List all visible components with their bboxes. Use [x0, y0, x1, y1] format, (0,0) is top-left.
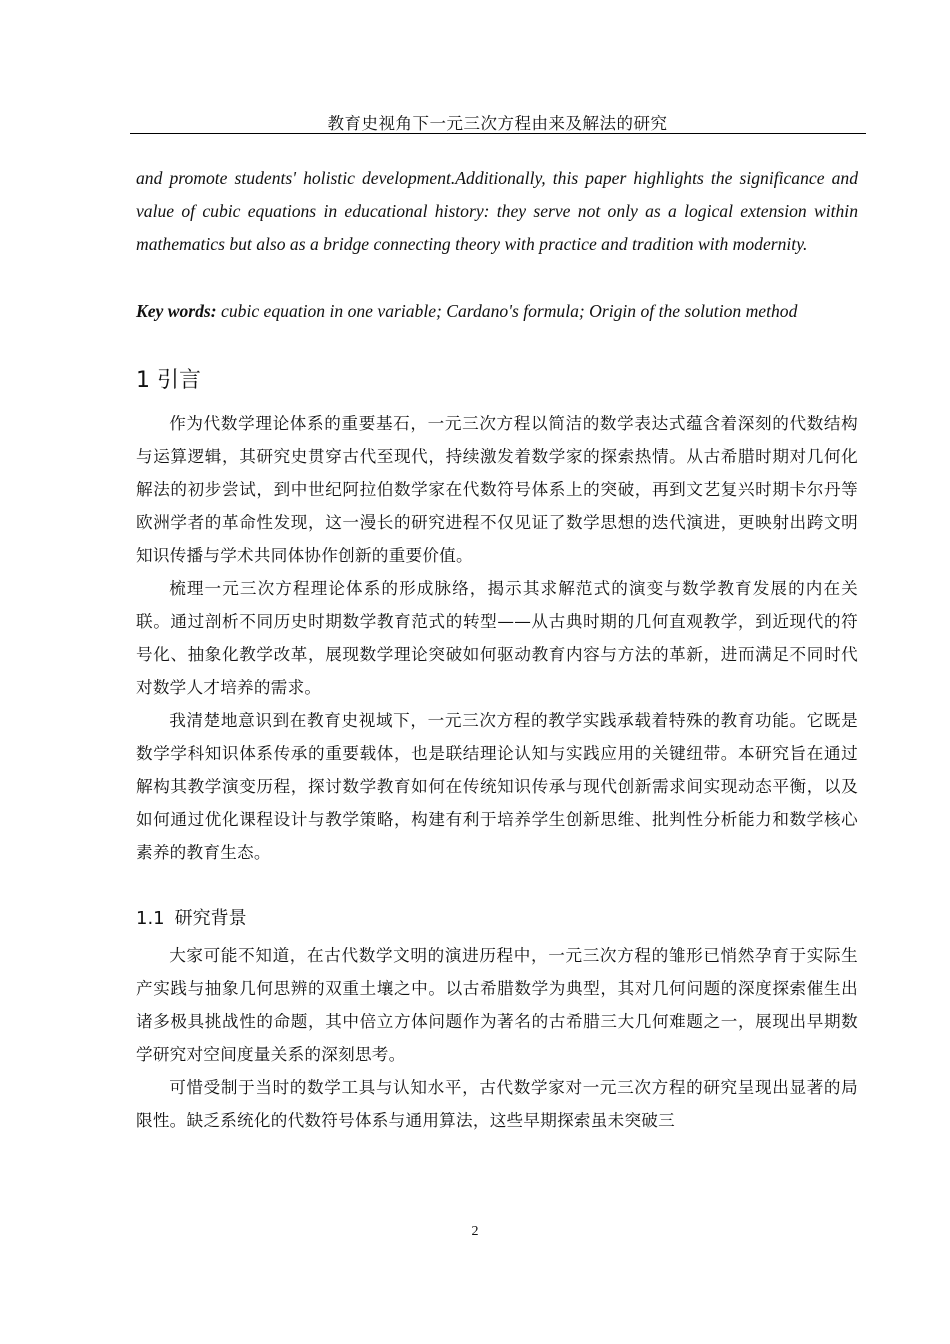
paragraph: 可惜受制于当时的数学工具与认知水平，古代数学家对一元三次方程的研究呈现出显著的局限性。缺乏系统化的代数符号体系与通用算法，这些早期探索虽未突破三: [136, 1078, 858, 1130]
header-rule: [130, 133, 866, 134]
page-number: 2: [471, 1224, 479, 1239]
keywords-text: cubic equation in one variable; Cardano's formula; Origin of the solution method: [216, 301, 798, 321]
keywords-line: [136, 295, 876, 328]
keywords-label: Key words:: [136, 301, 217, 321]
paragraph: 我清楚地意识到在教育史视域下，一元三次方程的教学实践承载着特殊的教育功能。它既是数学学科知识体系传承的重要载体，也是联结理论认知与实践应用的关键纽带。本研究旨在通过解构其教学演变历程，探讨数学教育如何在传统知识传承与现代创新需求间实现动态平衡，以及如何通过优化课程设计与教学策略，构建有利于培养学生创新思维、批判性分析能力和数学核心素养的教育生态。: [136, 711, 858, 862]
abstract-text: and promote students' holistic development.Additionally, this paper highlights the significance and value of cubic equations in educational history: they serve not only as a logical extension within mathematics but also as a bridge connecting theory with practice and tradition with modernity.: [136, 168, 858, 254]
section-heading-introduction: 1 引言: [136, 368, 201, 393]
running-header: 教育史视角下一元三次方程由来及解法的研究: [327, 114, 668, 133]
paragraph: 梳理一元三次方程理论体系的形成脉络，揭示其求解范式的演变与数学教育发展的内在关联。通过剖析不同历史时期数学教育范式的转型——从古典时期的几何直观教学，到近现代的符号化、抽象化教学改革，展现数学理论突破如何驱动教育内容与方法的革新，进而满足不同时代对数学人才培养的需求。: [136, 579, 858, 697]
section-background-body: [136, 939, 858, 1137]
paragraph: 作为代数学理论体系的重要基石，一元三次方程以简洁的数学表达式蕴含着深刻的代数结构与运算逻辑，其研究史贯穿古代至现代，持续激发着数学家的探索热情。从古希腊时期对几何化解法的初步尝试，到中世纪阿拉伯数学家在代数符号体系上的突破，再到文艺复兴时期卡尔丹等欧洲学者的革命性发现，这一漫长的研究进程不仅见证了数学思想的迭代演进，更映射出跨文明知识传播与学术共同体协作创新的重要价值。: [136, 414, 858, 565]
subsection-title: 研究背景: [174, 908, 247, 929]
section-introduction-body: [136, 407, 858, 869]
subsection-number: 1.1: [136, 908, 165, 929]
paragraph: 大家可能不知道，在古代数学文明的演进历程中，一元三次方程的雏形已悄然孕育于实际生产实践与抽象几何思辨的双重土壤之中。以古希腊数学为典型，其对几何问题的深度探索催生出诸多极具挑战性的命题，其中倍立方体问题作为著名的古希腊三大几何难题之一，展现出早期数学研究对空间度量关系的深刻思考。: [136, 946, 858, 1064]
subsection-heading-background: [136, 901, 247, 937]
